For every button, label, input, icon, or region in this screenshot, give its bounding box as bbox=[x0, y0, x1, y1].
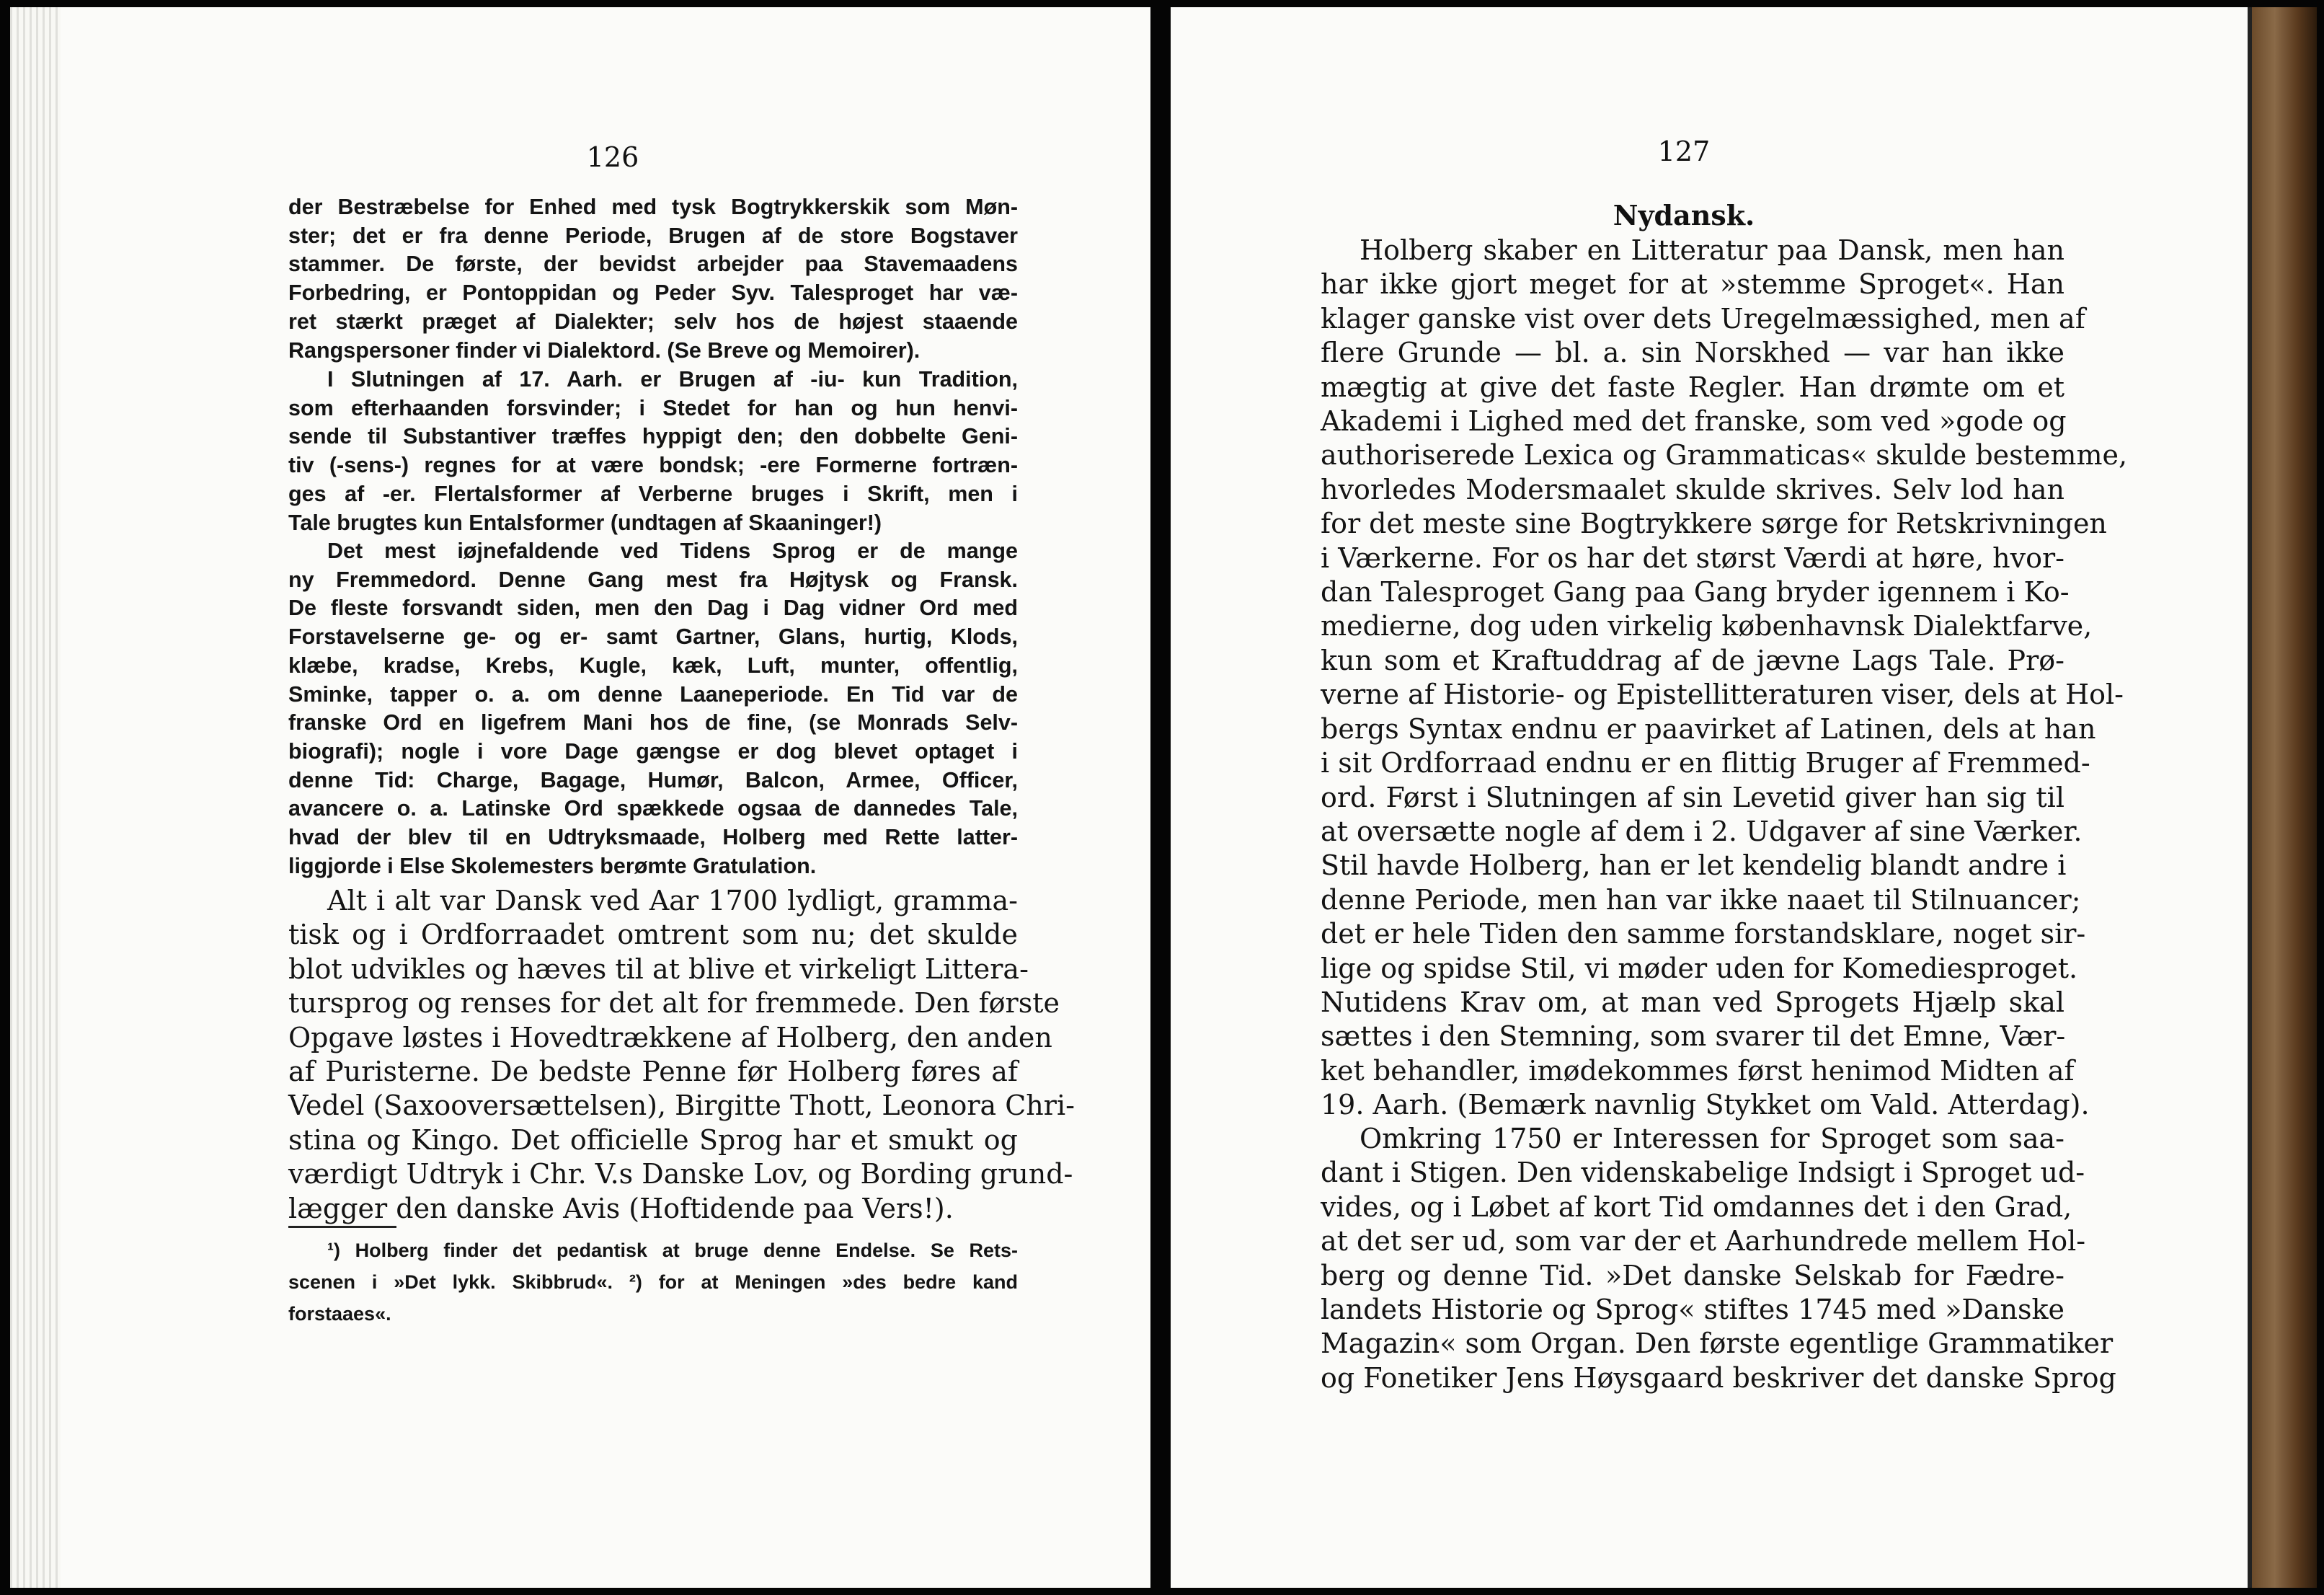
text-line: 19. Aarh. (Bemærk navnlig Stykket om Vald. Atterdag). bbox=[1321, 1089, 2090, 1121]
text-line: liggjorde i Else Skolemesters berømte Gratulation. bbox=[288, 853, 817, 878]
text-line: Holberg skaber en Litteratur paa Dansk, men han bbox=[1360, 234, 2064, 266]
text-line: De fleste forsvandt siden, men den Dag i Dag vidner Ord med bbox=[288, 596, 1018, 621]
text-line: scenen i »Det lykk. Skibbrud«. ²) for at Meningen »des bedre kand bbox=[288, 1271, 1018, 1293]
text-line: Omkring 1750 er Interessen for Sproget som saa- bbox=[1360, 1123, 2064, 1154]
text-line: Akademi i Lighed med det franske, som ved »gode og bbox=[1321, 405, 2067, 438]
text-line: stina og Kingo. Det officielle Sprog har et smukt og bbox=[288, 1123, 1018, 1156]
text-line: ord. Først i Slutningen af sin Levetid giver han sig til bbox=[1321, 781, 2064, 813]
text-line: forstaaes«. bbox=[288, 1303, 391, 1325]
text-line: dant i Stigen. Den videnskabelige Indsigt i Sproget ud- bbox=[1321, 1157, 2085, 1189]
text-line: denne Periode, men han var ikke naaet til Stilnuancer; bbox=[1321, 883, 2081, 916]
text-line: sættes i den Stemning, som svarer til det Emne, Vær- bbox=[1321, 1020, 2066, 1053]
page-edges bbox=[10, 7, 61, 1588]
text-line: denne Tid: Charge, Bagage, Humør, Balcon, Armee, Officer, bbox=[288, 767, 1018, 792]
text-line: klæbe, kradse, Krebs, Kugle, kæk, Luft, munter, offentlig, bbox=[288, 653, 1018, 678]
text-line: lige og spidse Stil, vi møder uden for Komediesproget. bbox=[1321, 952, 2078, 984]
text-line: Opgave løstes i Hovedtrækkene af Holberg, den anden bbox=[288, 1021, 1052, 1053]
text-line: ¹) Holberg finder det pedantisk at bruge denne Endelse. Se Rets- bbox=[327, 1240, 1018, 1261]
text-line: blot udvikles og hæves til at blive et virkeligt Littera- bbox=[288, 953, 1029, 985]
text-line: ster; det er fra denne Periode, Brugen af de store Bogstaver bbox=[288, 223, 1018, 248]
right-page bbox=[1171, 7, 2252, 1588]
text-line: tiv (-sens-) regnes for at være bondsk; -ere Formerne fortræn- bbox=[288, 453, 1018, 478]
page-number-left: 126 bbox=[586, 141, 639, 173]
text-line: lægger den danske Avis (Hoftidende paa Vers!). bbox=[288, 1192, 954, 1224]
text-line: at det ser ud, som var der et Aarhundrede mellem Hol- bbox=[1321, 1225, 2086, 1258]
text-line: flere Grunde — bl. a. sin Norskhed — var han ikke bbox=[1321, 337, 2064, 369]
text-line: tisk og i Ordforraadet omtrent som nu; det skulde bbox=[288, 919, 1018, 951]
text-line: vides, og i Løbet af kort Tid omdannes det i den Grad, bbox=[1321, 1190, 2072, 1223]
text-line: Rangspersoner finder vi Dialektord. (Se Breve og Memoirer). bbox=[288, 337, 921, 363]
text-line: har ikke gjort meget for at »stemme Sproget«. Han bbox=[1321, 268, 2064, 301]
right-paragraph-1 bbox=[1321, 234, 2128, 1123]
right-paragraph-2 bbox=[1321, 1122, 2116, 1395]
text-line: Sminke, tapper o. a. om denne Laaneperiode. En Tid var de bbox=[288, 681, 1018, 707]
text-line: Forstavelserne ge- og er- samt Gartner, Glans, hurtig, Klods, bbox=[288, 624, 1018, 650]
text-line: Vedel (Saxooversættelsen), Birgitte Thott, Leonora Chri- bbox=[288, 1090, 1075, 1122]
text-line: avancere o. a. Latinske Ord spækkede ogsaa de dannedes Tale, bbox=[288, 796, 1018, 821]
text-line: Tale brugtes kun Entalsformer (undtagen af Skaaninger!) bbox=[288, 510, 882, 535]
text-line: authoriserede Lexica og Grammaticas« skulde bestemme, bbox=[1321, 439, 2128, 472]
text-line: berg og denne Tid. »Det danske Selskab for Fædre- bbox=[1321, 1259, 2064, 1291]
left-page bbox=[10, 7, 1150, 1588]
text-line: medierne, dog uden virkelig københavnsk Dialektfarve, bbox=[1321, 610, 2093, 642]
text-line: ret stærkt præget af Dialekter; selv hos de højest staaende bbox=[288, 309, 1018, 334]
text-line: Nutidens Krav om, at man ved Sprogets Hjælp skal bbox=[1321, 986, 2064, 1018]
text-line: landets Historie og Sprog« stiftes 1745 med »Danske bbox=[1321, 1294, 2064, 1326]
section-title: Nydansk. bbox=[1613, 199, 1755, 231]
text-line: i Værkerne. For os har det størst Værdi at høre, hvor- bbox=[1321, 542, 2064, 574]
text-line: kun som et Kraftuddrag af de jævne Lags Tale. Prø- bbox=[1321, 644, 2064, 676]
text-line: biografi); nogle i vore Dage gængse er dog blevet optaget i bbox=[288, 738, 1018, 764]
text-line: som efterhaanden forsvinder; i Stedet for han og hun henvi- bbox=[288, 395, 1018, 420]
text-line: ket behandler, imødekommes først henimod Midten af bbox=[1321, 1054, 2075, 1087]
left-paragraph-3 bbox=[288, 537, 1018, 880]
left-footnotes bbox=[288, 1234, 1018, 1330]
text-line: det er hele Tiden den samme forstandsklare, noget sir- bbox=[1321, 918, 2086, 950]
text-line: I Slutningen af 17. Aarh. er Brugen af -iu- kun Tradition, bbox=[327, 367, 1018, 392]
text-line: og Fonetiker Jens Høysgaard beskriver det danske Sprog bbox=[1321, 1361, 2116, 1394]
text-line: franske Ord en ligefrem Mani hos de fine, (se Monrads Selv- bbox=[288, 710, 1018, 735]
text-line: for det meste sine Bogtrykkere sørge for Retskrivningen bbox=[1321, 508, 2107, 540]
text-line: ny Fremmedord. Denne Gang mest fra Højtysk og Fransk. bbox=[288, 567, 1018, 592]
text-line: hvad der blev til en Udtryksmaade, Holberg med Rette latter- bbox=[288, 825, 1018, 850]
text-line: af Puristerne. De bedste Penne før Holberg føres af bbox=[288, 1056, 1018, 1088]
page-number-right: 127 bbox=[1657, 136, 1711, 167]
text-line: verne af Historie- og Epistellitteraturen viser, dels at Hol- bbox=[1321, 679, 2124, 711]
text-line: sende til Substantiver træffes hyppigt den; den dobbelte Geni- bbox=[288, 424, 1018, 449]
left-paragraph-1 bbox=[288, 193, 1018, 365]
text-line: hvorledes Modersmaalet skulde skrives. Selv lod han bbox=[1321, 473, 2064, 505]
left-paragraph-4 bbox=[288, 884, 1075, 1226]
text-line: Det mest iøjnefaldende ved Tidens Sprog er de mange bbox=[327, 539, 1018, 563]
text-line: ges af -er. Flertalsformer af Verberne bruges i Skrift, men i bbox=[288, 481, 1018, 506]
text-line: dan Talesproget Gang paa Gang bryder igennem i Ko- bbox=[1321, 576, 2070, 609]
text-line: i sit Ordforraad endnu er en flittig Bruger af Fremmed- bbox=[1321, 747, 2090, 779]
text-line: Forbedring, er Pontoppidan og Peder Syv. Talesproget har væ- bbox=[288, 280, 1018, 306]
text-line: at oversætte nogle af dem i 2. Udgaver af sine Værker. bbox=[1321, 815, 2083, 847]
text-line: mægtig at give det faste Regler. Han drømte om et bbox=[1321, 371, 2064, 403]
text-line: Stil havde Holberg, han er let kendelig blandt andre i bbox=[1321, 849, 2067, 882]
text-line: værdigt Udtryk i Chr. V.s Danske Lov, og Bording grund- bbox=[288, 1158, 1073, 1190]
footnote-rule bbox=[288, 1226, 396, 1228]
text-line: der Bestræbelse for Enhed med tysk Bogtrykkerskik som Møn- bbox=[288, 195, 1018, 219]
text-line: Magazin« som Organ. Den første egentlige Grammatiker bbox=[1321, 1327, 2114, 1360]
book-spine bbox=[2252, 7, 2317, 1588]
text-line: stammer. De første, der bevidst arbejder paa Stavemaadens bbox=[288, 252, 1018, 277]
text-line: tursprog og renses for det alt for fremmede. Den første bbox=[288, 987, 1060, 1020]
text-line: klager ganske vist over dets Uregelmæssighed, men af bbox=[1321, 302, 2085, 335]
text-line: bergs Syntax endnu er paavirket af Latinen, dels at han bbox=[1321, 712, 2096, 745]
text-line: Alt i alt var Dansk ved Aar 1700 lydligt, gramma- bbox=[327, 885, 1018, 916]
left-paragraph-2 bbox=[288, 366, 1018, 537]
